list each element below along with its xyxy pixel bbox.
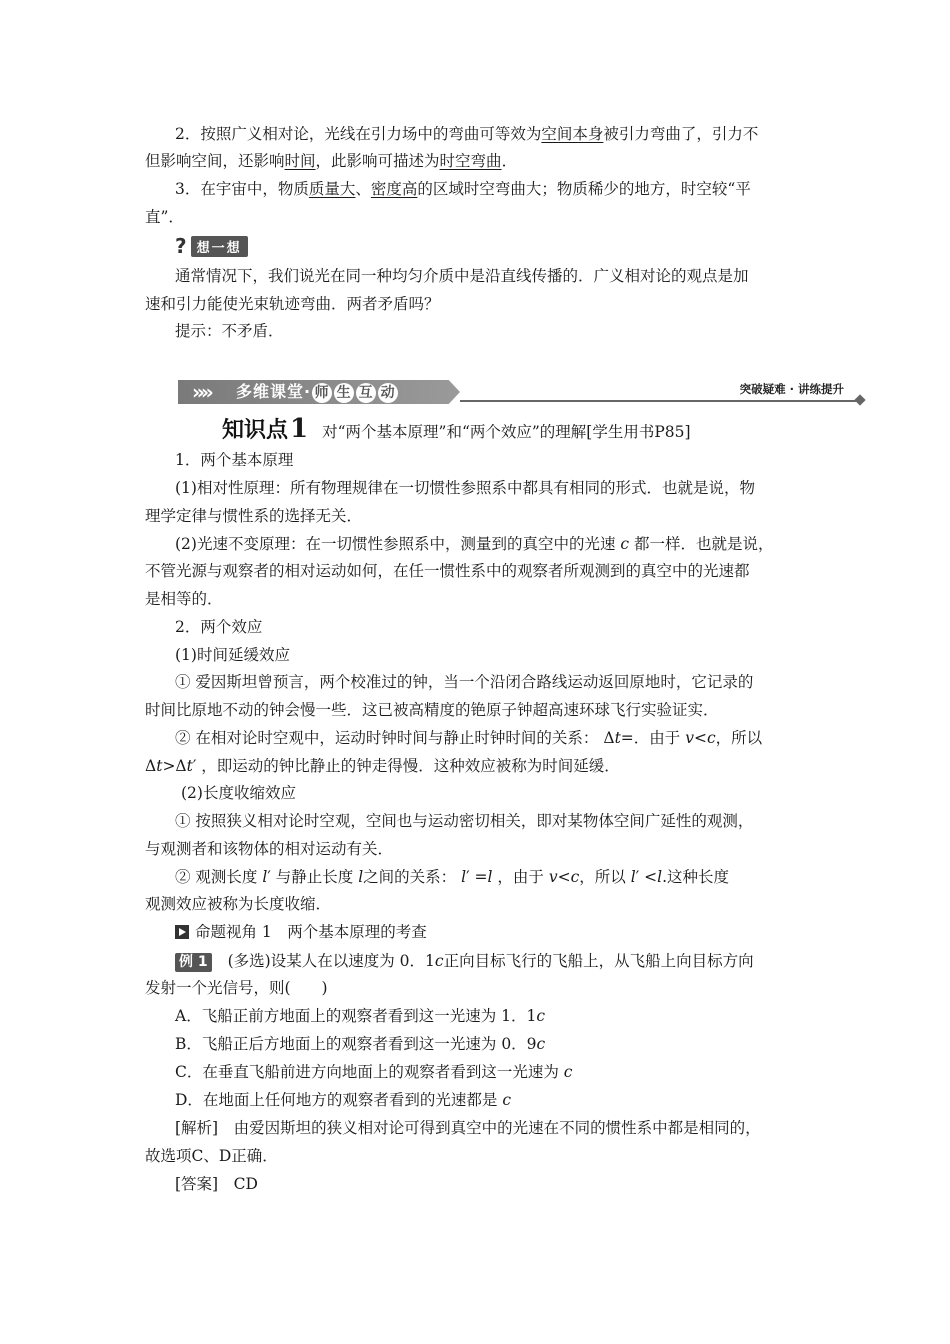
- length-contraction-line-4: 观测效应被称为长度收缩．: [145, 895, 332, 913]
- example-line-1: 例 1 (多选)设某人在以速度为 0．1c正向目标飞行的飞船上，从飞船上向目标方向: [175, 951, 754, 972]
- analysis-line-2: 故选项C、D正确．: [145, 1147, 278, 1165]
- think-question-line-2: 速和引力能使光束轨迹弯曲．两者矛盾吗？: [145, 295, 440, 313]
- banner-title: 多维课堂· 师 生 互 动: [236, 380, 399, 404]
- answer: [答案] CD: [175, 1175, 258, 1193]
- option-a: A．飞船正前方地面上的观察者看到这一光速为 1．1c: [175, 1007, 546, 1025]
- play-triangle-icon: [175, 925, 189, 939]
- double-chevron-icon: »»: [192, 380, 210, 404]
- heading-two-effects: 2．两个效应: [175, 618, 263, 636]
- heading-time-dilation: (1)时间延缓效应: [175, 646, 290, 664]
- paragraph-2-line-1: 2．按照广义相对论，光线在引力场中的弯曲可等效为空间本身被引力弯曲了，引力不: [175, 125, 759, 143]
- term-space-itself: 空间本身: [541, 125, 604, 143]
- knowledge-point-heading: 知识点 1 对“两个基本原理”和“两个效应”的理解[学生用书P85]: [222, 414, 691, 444]
- think-label: 想一想: [191, 236, 248, 257]
- knowledge-point-title: 对“两个基本原理”和“两个效应”的理解[学生用书P85]: [322, 423, 691, 441]
- time-dilation-line-2: 时间比原地不动的钟会慢一些．这已被高精度的铯原子钟超高速环球飞行实验证实．: [145, 701, 719, 719]
- banner-rule: [460, 400, 860, 402]
- light-speed-principle-line-1: (2)光速不变原理：在一切惯性参照系中，测量到的真空中的光速 c 都一样．也就是说，: [175, 535, 774, 553]
- time-dilation-line-1: ① 爱因斯坦曾预言，两个校准过的钟，当一个沿闭合路线运动返回原地时，它记录的: [175, 673, 754, 691]
- think-heading: [175, 234, 248, 258]
- think-hint: 提示：不矛盾．: [175, 322, 284, 340]
- term-time: 时间: [284, 152, 316, 170]
- section-banner: [178, 374, 866, 408]
- example-badge: 例 1: [175, 953, 212, 972]
- option-c: C．在垂直飞船前进方向地面上的观察者看到这一光速为 c: [175, 1063, 573, 1081]
- time-dilation-line-3: ② 在相对论时空观中，运动时钟时间与静止时钟时间的关系： Δt=．由于 v<c，所以: [175, 729, 763, 747]
- length-contraction-line-1: ① 按照狭义相对论时空观，空间也与运动密切相关，即对某物体空间广延性的观测，: [175, 812, 754, 830]
- light-speed-principle-line-3: 是相等的．: [145, 590, 223, 608]
- relativity-principle-line-1: (1)相对性原理：所有物理规律在一切惯性参照系中都具有相同的形式．也就是说，物: [175, 479, 755, 497]
- term-large-mass: 质量大: [308, 180, 356, 198]
- term-spacetime-curvature: 时空弯曲: [439, 152, 502, 170]
- analysis-line-1: [解析] 由爱因斯坦的狭义相对论可得到真空中的光速在不同的惯性系中都是相同的，: [175, 1119, 761, 1137]
- term-high-density: 密度高: [370, 180, 418, 198]
- paragraph-2-line-2: 但影响空间，还影响时间，此影响可描述为时空弯曲．: [145, 152, 518, 170]
- light-speed-principle-line-2: 不管光源与观察者的相对运动如何，在任一惯性系中的观察者所观测到的真空中的光速都: [145, 562, 750, 580]
- time-dilation-line-4: Δt>Δt′ ，即运动的钟比静止的钟走得慢．这种效应被称为时间延缓．: [145, 757, 620, 775]
- think-question-line-1: 通常情况下，我们说光在同一种均匀介质中是沿直线传播的．广义相对论的观点是加: [175, 267, 749, 285]
- heading-length-contraction: (2)长度收缩效应: [181, 784, 296, 802]
- diamond-icon: [854, 394, 865, 405]
- example-line-2: 发射一个光信号，则( ): [145, 979, 328, 997]
- option-d: D．在地面上任何地方的观察者看到的光速都是 c: [175, 1091, 512, 1109]
- paragraph-3-line-2: 直”．: [145, 208, 184, 226]
- banner-subtitle: 突破疑难 · 讲练提升: [739, 382, 844, 396]
- length-contraction-line-3: ② 观测长度 l′ 与静止长度 l之间的关系： l′ =l ，由于 v<c，所以 l′ <l.这种长度: [175, 868, 730, 886]
- heading-two-principles: 1．两个基本原理: [175, 451, 294, 469]
- question-mark-icon: ?: [175, 234, 187, 258]
- length-contraction-line-2: 与观测者和该物体的相对运动有关．: [145, 840, 394, 858]
- option-b: B．飞船正后方地面上的观察者看到这一光速为 0．9c: [175, 1035, 546, 1053]
- paragraph-3-line-1: 3．在宇宙中，物质质量大、密度高的区域时空弯曲大；物质稀少的地方，时空较“平: [175, 180, 751, 198]
- proposition-angle: 命题视角 1 两个基本原理的考查: [175, 922, 427, 942]
- relativity-principle-line-2: 理学定律与惯性系的选择无关．: [145, 507, 363, 525]
